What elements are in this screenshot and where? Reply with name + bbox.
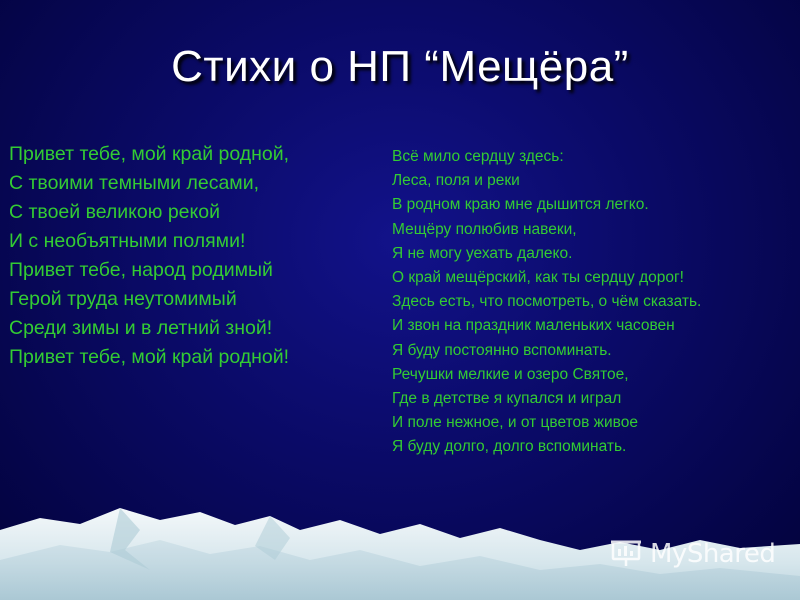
watermark-text: MyShared — [650, 539, 776, 569]
poem-right-line: Леса, поля и реки — [392, 172, 520, 190]
poem-right-line: Речушки мелкие и озеро Святое, — [392, 365, 629, 383]
poem-left-line: С твоей великою рекой — [9, 201, 220, 223]
poem-left-line: И с необъятными полями! — [9, 230, 246, 252]
poem-right-line: О край мещёрский, как ты сердцу дорог! — [392, 269, 684, 287]
poem-right-line: И поле нежное, и от цветов живое — [392, 414, 638, 432]
poem-left-line: С твоими темными лесами, — [9, 172, 260, 194]
poem-left-line: Привет тебе, мой край родной! — [9, 346, 290, 368]
poem-left-line: Герой труда неутомимый — [9, 288, 237, 310]
poem-left-line: Привет тебе, мой край родной, — [9, 143, 290, 165]
poem-right-line: Я буду постоянно вспоминать. — [392, 341, 612, 359]
poem-right — [392, 145, 797, 460]
poem-right-line: Я не могу уехать далеко. — [392, 244, 573, 262]
poem-right-line: Здесь есть, что посмотреть, о чём сказать. — [392, 293, 702, 311]
poem-right-line: Мещёру полюбив навеки, — [392, 220, 577, 238]
poem-right-line: Где в детстве я купался и играл — [392, 390, 622, 408]
presentation-board-icon — [610, 536, 644, 573]
poem-right-line: В родном краю мне дышится легко. — [392, 196, 649, 214]
poem-right-line: И звон на праздник маленьких часовен — [392, 317, 675, 335]
slide-title: Стихи о НП “Мещёра” — [171, 42, 629, 91]
poem-right-line: Всё мило сердцу здесь: — [392, 148, 564, 165]
poem-right-line: Я буду долго, долго вспоминать. — [392, 438, 627, 456]
poem-left-line: Среди зимы и в летний зной! — [9, 317, 273, 339]
myshared-watermark — [610, 536, 775, 572]
poem-left-line: Привет тебе, народ родимый — [9, 259, 273, 281]
poem-left — [9, 140, 369, 372]
